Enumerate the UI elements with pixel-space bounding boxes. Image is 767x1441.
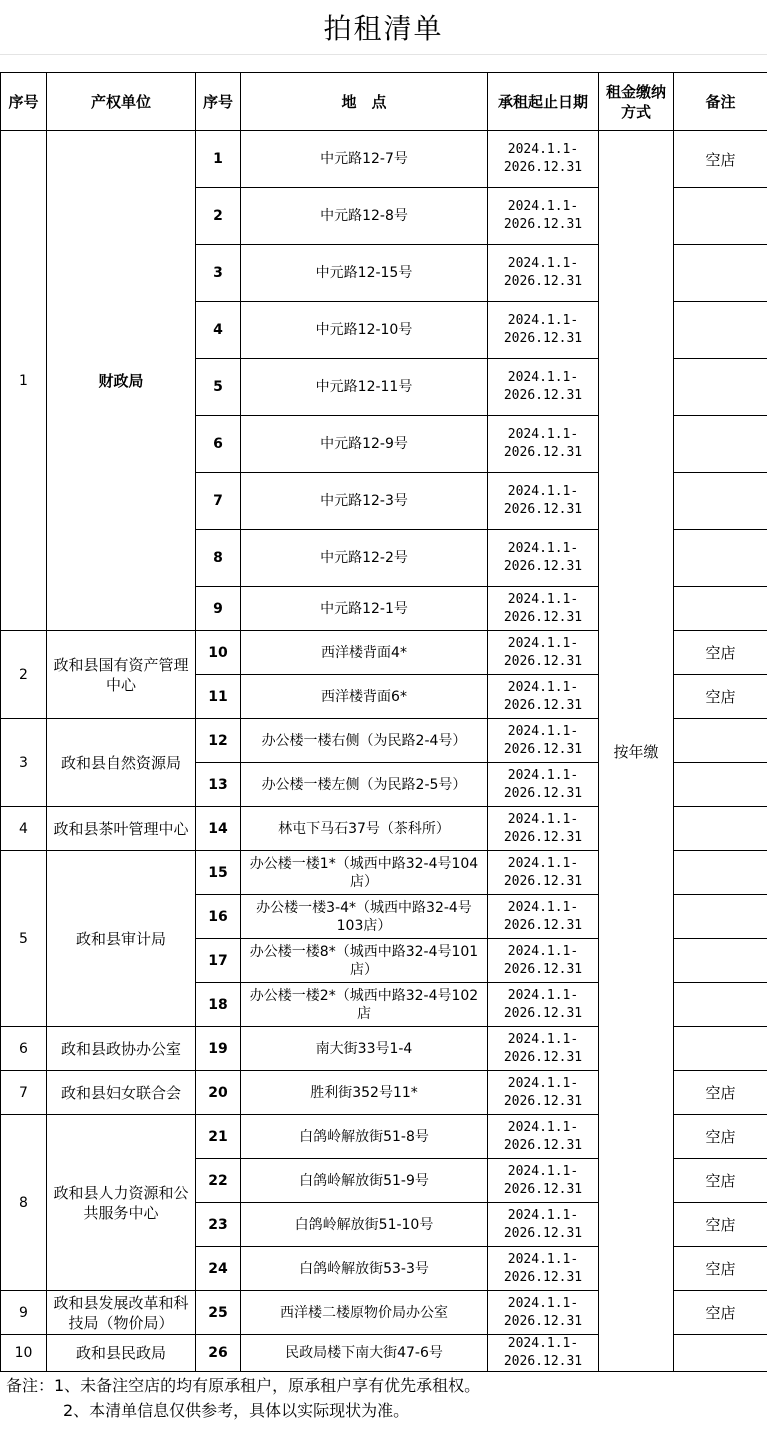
note-cell: 空店 bbox=[674, 1071, 767, 1115]
item-number: 10 bbox=[196, 631, 241, 675]
period-end: 2026.12.31 bbox=[503, 502, 583, 517]
location-cell: 办公楼一楼右侧（为民路2-4号） bbox=[241, 719, 488, 763]
item-number: 16 bbox=[196, 895, 241, 939]
note-cell: 空店 bbox=[674, 631, 767, 675]
footnotes bbox=[6, 1373, 761, 1423]
period-start: 2024.1.1- bbox=[507, 1251, 579, 1267]
period-start: 2024.1.1- bbox=[507, 767, 579, 783]
item-number: 15 bbox=[196, 851, 241, 895]
note-cell: 空店 bbox=[674, 1247, 767, 1291]
note-cell bbox=[674, 1027, 767, 1071]
period-end: 2026.12.31 bbox=[503, 1269, 583, 1285]
location-cell: 中元路12-2号 bbox=[241, 530, 488, 587]
unit-name: 政和县民政局 bbox=[47, 1335, 196, 1372]
period-start: 2024.1.1- bbox=[507, 679, 579, 695]
note-cell bbox=[674, 302, 767, 359]
note-cell: 空店 bbox=[674, 1291, 767, 1335]
note-cell bbox=[674, 851, 767, 895]
item-number: 21 bbox=[196, 1115, 241, 1159]
period-end: 2026.12.31 bbox=[503, 1137, 583, 1153]
header-unit: 产权单位 bbox=[47, 73, 196, 131]
note-cell: 空店 bbox=[674, 131, 767, 188]
period-end: 2026.12.31 bbox=[503, 873, 583, 889]
period-start: 2024.1.1- bbox=[507, 1119, 579, 1135]
location-cell: 白鸽岭解放街53-3号 bbox=[241, 1247, 488, 1291]
period-cell bbox=[488, 416, 599, 473]
location-cell: 办公楼一楼3-4*（城西中路32-4号103店） bbox=[241, 895, 488, 939]
item-number: 12 bbox=[196, 719, 241, 763]
period-start: 2024.1.1- bbox=[507, 199, 579, 214]
location-cell: 办公楼一楼8*（城西中路32-4号101店） bbox=[241, 939, 488, 983]
title-gap-row bbox=[0, 54, 767, 72]
header-row bbox=[1, 73, 767, 131]
header-item-seq: 序号 bbox=[196, 73, 241, 131]
period-start: 2024.1.1- bbox=[507, 811, 579, 827]
period-end: 2026.12.31 bbox=[503, 1005, 583, 1021]
period-end: 2026.12.31 bbox=[503, 217, 583, 232]
note-cell bbox=[674, 188, 767, 245]
unit-name: 政和县自然资源局 bbox=[47, 719, 196, 807]
location-cell: 民政局楼下南大街47-6号 bbox=[241, 1335, 488, 1372]
location-cell: 中元路12-15号 bbox=[241, 245, 488, 302]
period-end: 2026.12.31 bbox=[503, 1049, 583, 1065]
period-cell bbox=[488, 719, 599, 763]
period-cell bbox=[488, 1203, 599, 1247]
location-cell: 白鸽岭解放街51-8号 bbox=[241, 1115, 488, 1159]
note-cell bbox=[674, 807, 767, 851]
location-cell: 办公楼一楼左侧（为民路2-5号） bbox=[241, 763, 488, 807]
note-cell bbox=[674, 473, 767, 530]
location-cell: 中元路12-11号 bbox=[241, 359, 488, 416]
unit-name: 政和县人力资源和公共服务中心 bbox=[47, 1115, 196, 1291]
period-cell bbox=[488, 983, 599, 1027]
location-cell: 办公楼一楼1*（城西中路32-4号104店） bbox=[241, 851, 488, 895]
period-cell bbox=[488, 530, 599, 587]
period-end: 2026.12.31 bbox=[503, 1181, 583, 1197]
item-number: 22 bbox=[196, 1159, 241, 1203]
note-cell: 空店 bbox=[674, 1115, 767, 1159]
location-cell: 中元路12-10号 bbox=[241, 302, 488, 359]
period-end: 2026.12.31 bbox=[503, 741, 583, 757]
location-cell: 办公楼一楼2*（城西中路32-4号102店 bbox=[241, 983, 488, 1027]
item-number: 25 bbox=[196, 1291, 241, 1335]
period-end: 2026.12.31 bbox=[503, 609, 583, 625]
location-cell: 西洋楼背面4* bbox=[241, 631, 488, 675]
item-number: 17 bbox=[196, 939, 241, 983]
note-cell bbox=[674, 719, 767, 763]
period-cell bbox=[488, 188, 599, 245]
period-start: 2024.1.1- bbox=[507, 1163, 579, 1179]
period-start: 2024.1.1- bbox=[507, 256, 579, 271]
period-cell bbox=[488, 807, 599, 851]
period-cell bbox=[488, 675, 599, 719]
note-cell: 空店 bbox=[674, 1203, 767, 1247]
unit-name: 财政局 bbox=[47, 131, 196, 631]
period-start: 2024.1.1- bbox=[507, 1336, 579, 1351]
rental-list-table bbox=[0, 72, 767, 1372]
period-start: 2024.1.1- bbox=[507, 635, 579, 651]
period-start: 2024.1.1- bbox=[507, 1031, 579, 1047]
note-cell bbox=[674, 587, 767, 631]
unit-number: 8 bbox=[1, 1115, 47, 1291]
period-cell bbox=[488, 1115, 599, 1159]
unit-number: 7 bbox=[1, 1071, 47, 1115]
table-row bbox=[1, 131, 767, 188]
period-start: 2024.1.1- bbox=[507, 1075, 579, 1091]
location-cell: 中元路12-8号 bbox=[241, 188, 488, 245]
period-cell bbox=[488, 302, 599, 359]
header-period: 承租起止日期 bbox=[488, 73, 599, 131]
item-number: 13 bbox=[196, 763, 241, 807]
unit-number: 3 bbox=[1, 719, 47, 807]
period-cell bbox=[488, 359, 599, 416]
page-title: 拍租清单 bbox=[323, 12, 444, 45]
item-number: 6 bbox=[196, 416, 241, 473]
unit-number: 6 bbox=[1, 1027, 47, 1071]
period-cell bbox=[488, 1027, 599, 1071]
period-end: 2026.12.31 bbox=[503, 1354, 583, 1369]
period-start: 2024.1.1- bbox=[507, 943, 579, 959]
period-start: 2024.1.1- bbox=[507, 723, 579, 739]
period-cell bbox=[488, 473, 599, 530]
period-start: 2024.1.1- bbox=[507, 899, 579, 915]
header-payment: 租金缴纳方式 bbox=[599, 73, 674, 131]
period-cell bbox=[488, 939, 599, 983]
note-cell bbox=[674, 245, 767, 302]
note-cell bbox=[674, 763, 767, 807]
location-cell: 中元路12-7号 bbox=[241, 131, 488, 188]
unit-name: 政和县政协办公室 bbox=[47, 1027, 196, 1071]
period-start: 2024.1.1- bbox=[507, 427, 579, 442]
period-cell bbox=[488, 631, 599, 675]
item-number: 26 bbox=[196, 1335, 241, 1372]
unit-number: 4 bbox=[1, 807, 47, 851]
period-start: 2024.1.1- bbox=[507, 484, 579, 499]
period-end: 2026.12.31 bbox=[503, 697, 583, 713]
location-cell: 西洋楼背面6* bbox=[241, 675, 488, 719]
note-cell bbox=[674, 939, 767, 983]
period-end: 2026.12.31 bbox=[503, 785, 583, 801]
note-cell bbox=[674, 416, 767, 473]
location-cell: 中元路12-3号 bbox=[241, 473, 488, 530]
item-number: 8 bbox=[196, 530, 241, 587]
item-number: 14 bbox=[196, 807, 241, 851]
item-number: 18 bbox=[196, 983, 241, 1027]
location-cell: 白鸽岭解放街51-10号 bbox=[241, 1203, 488, 1247]
note-cell bbox=[674, 530, 767, 587]
period-cell bbox=[488, 1071, 599, 1115]
unit-number: 1 bbox=[1, 131, 47, 631]
item-number: 19 bbox=[196, 1027, 241, 1071]
unit-number: 2 bbox=[1, 631, 47, 719]
unit-number: 5 bbox=[1, 851, 47, 1027]
note-cell bbox=[674, 1335, 767, 1372]
period-start: 2024.1.1- bbox=[507, 591, 579, 607]
period-end: 2026.12.31 bbox=[503, 1225, 583, 1241]
unit-number: 9 bbox=[1, 1291, 47, 1335]
period-end: 2026.12.31 bbox=[503, 653, 583, 669]
note-cell bbox=[674, 983, 767, 1027]
item-number: 23 bbox=[196, 1203, 241, 1247]
period-end: 2026.12.31 bbox=[503, 445, 583, 460]
item-number: 11 bbox=[196, 675, 241, 719]
unit-number: 10 bbox=[1, 1335, 47, 1372]
period-end: 2026.12.31 bbox=[503, 274, 583, 289]
period-cell bbox=[488, 763, 599, 807]
item-number: 2 bbox=[196, 188, 241, 245]
period-start: 2024.1.1- bbox=[507, 1207, 579, 1223]
item-number: 24 bbox=[196, 1247, 241, 1291]
location-cell: 林屯下马石37号（茶科所） bbox=[241, 807, 488, 851]
period-end: 2026.12.31 bbox=[503, 1313, 583, 1329]
period-start: 2024.1.1- bbox=[507, 313, 579, 328]
item-number: 5 bbox=[196, 359, 241, 416]
period-end: 2026.12.31 bbox=[503, 917, 583, 933]
unit-name: 政和县妇女联合会 bbox=[47, 1071, 196, 1115]
header-location: 地 点 bbox=[241, 73, 488, 131]
period-cell bbox=[488, 245, 599, 302]
unit-name: 政和县发展改革和科技局（物价局） bbox=[47, 1291, 196, 1335]
period-start: 2024.1.1- bbox=[507, 541, 579, 556]
period-start: 2024.1.1- bbox=[507, 855, 579, 871]
period-cell bbox=[488, 895, 599, 939]
period-end: 2026.12.31 bbox=[503, 1093, 583, 1109]
item-number: 4 bbox=[196, 302, 241, 359]
period-cell bbox=[488, 1335, 599, 1372]
period-end: 2026.12.31 bbox=[503, 160, 583, 175]
item-number: 7 bbox=[196, 473, 241, 530]
period-start: 2024.1.1- bbox=[507, 987, 579, 1003]
item-number: 9 bbox=[196, 587, 241, 631]
footnote-2: 2、本清单信息仅供参考，具体以实际现状为准。 bbox=[63, 1401, 410, 1420]
location-cell: 中元路12-1号 bbox=[241, 587, 488, 631]
note-cell bbox=[674, 359, 767, 416]
period-end: 2026.12.31 bbox=[503, 559, 583, 574]
item-number: 3 bbox=[196, 245, 241, 302]
location-cell: 中元路12-9号 bbox=[241, 416, 488, 473]
period-end: 2026.12.31 bbox=[503, 388, 583, 403]
location-cell: 胜利街352号11* bbox=[241, 1071, 488, 1115]
header-note: 备注 bbox=[674, 73, 767, 131]
period-end: 2026.12.31 bbox=[503, 331, 583, 346]
period-start: 2024.1.1- bbox=[507, 142, 579, 157]
period-cell bbox=[488, 587, 599, 631]
period-start: 2024.1.1- bbox=[507, 370, 579, 385]
period-cell bbox=[488, 1247, 599, 1291]
period-end: 2026.12.31 bbox=[503, 829, 583, 845]
unit-name: 政和县审计局 bbox=[47, 851, 196, 1027]
period-cell bbox=[488, 1291, 599, 1335]
payment-method: 按年缴 bbox=[599, 131, 674, 1372]
header-seq: 序号 bbox=[1, 73, 47, 131]
note-cell bbox=[674, 895, 767, 939]
period-end: 2026.12.31 bbox=[503, 961, 583, 977]
footnote-1: 备注：1、未备注空店的均有原承租户，原承租户享有优先承租权。 bbox=[6, 1376, 481, 1395]
location-cell: 白鸽岭解放街51-9号 bbox=[241, 1159, 488, 1203]
note-cell: 空店 bbox=[674, 1159, 767, 1203]
unit-name: 政和县国有资产管理中心 bbox=[47, 631, 196, 719]
period-start: 2024.1.1- bbox=[507, 1295, 579, 1311]
period-cell bbox=[488, 1159, 599, 1203]
unit-name: 政和县茶叶管理中心 bbox=[47, 807, 196, 851]
item-number: 1 bbox=[196, 131, 241, 188]
period-cell bbox=[488, 131, 599, 188]
item-number: 20 bbox=[196, 1071, 241, 1115]
location-cell: 西洋楼二楼原物价局办公室 bbox=[241, 1291, 488, 1335]
period-cell bbox=[488, 851, 599, 895]
note-cell: 空店 bbox=[674, 675, 767, 719]
location-cell: 南大街33号1-4 bbox=[241, 1027, 488, 1071]
